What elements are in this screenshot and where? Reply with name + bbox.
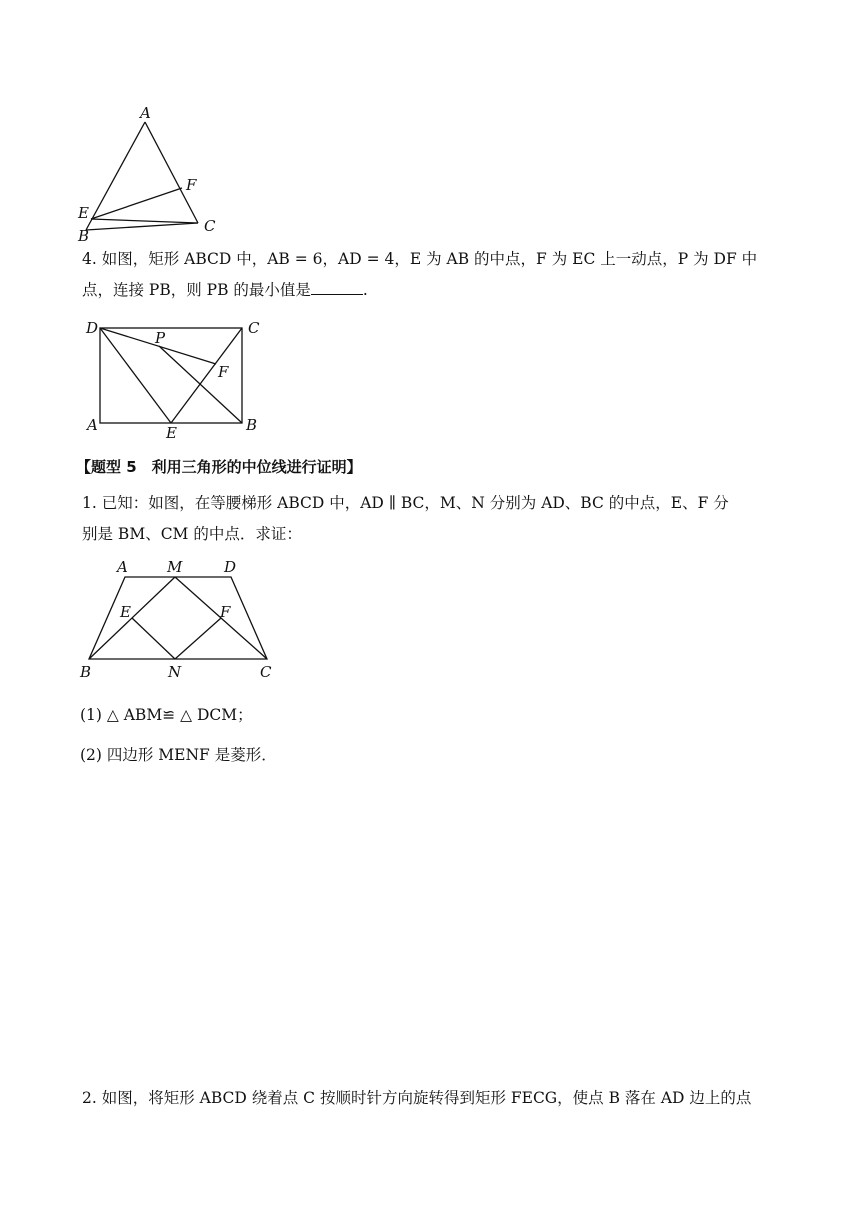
problem-4-line-2 [82, 275, 782, 306]
problem-5-1-line-2: 别是 BM、CM 的中点．求证： [82, 525, 302, 543]
triangle-diagram [70, 100, 230, 245]
problem-4-line-2-text: 点，连接 PB，则 PB 的最小值是 [82, 281, 311, 299]
problem-5-1-line-1: 1. 已知：如图，在等腰梯形 ABCD 中，AD ∥ BC，M、N 分别为 AD、BC 的中点，E、F 分 [82, 494, 729, 512]
label-p: P [155, 329, 166, 347]
problem-5-2-line-1: 2. 如图，将矩形 ABCD 绕着点 C 按顺时针方向旋转得到矩形 FECG，使点 B 落在 AD 边上的点 [82, 1089, 752, 1107]
label-f: F [186, 176, 197, 194]
answer-blank [311, 280, 363, 295]
proof-part-2: (2) 四边形 MENF 是菱形． [80, 746, 277, 764]
label-a: A [140, 104, 151, 122]
label-m: M [167, 558, 183, 576]
label-e: E [166, 424, 177, 442]
figure-trapezoid [76, 556, 286, 686]
proof-part-1: (1) △ ABM≌ △ DCM； [80, 706, 253, 724]
figure-triangle [70, 100, 230, 245]
rectangle-diagram [84, 318, 264, 443]
label-b: B [80, 663, 92, 681]
label-c: C [204, 217, 216, 235]
label-c: C [260, 663, 272, 681]
label-b: B [246, 416, 258, 434]
label-a: A [87, 416, 98, 434]
label-n: N [168, 663, 182, 681]
problem-4-line-1: 4. 如图，矩形 ABCD 中，AB = 6，AD = 4，E 为 AB 的中点，F 为 EC 上一动点，P 为 DF 中 [82, 250, 758, 268]
figure-rectangle [84, 318, 264, 443]
label-e: E [78, 204, 89, 222]
label-c: C [248, 319, 260, 337]
section-heading: 【题型 5 利用三角形的中位线进行证明】 [76, 458, 362, 476]
label-b: B [78, 227, 90, 245]
label-f: F [220, 603, 231, 621]
label-e: E [120, 603, 131, 621]
label-a: A [117, 558, 128, 576]
label-d: D [224, 558, 237, 576]
label-f: F [218, 363, 229, 381]
label-d: D [86, 319, 99, 337]
trapezoid-diagram [76, 556, 286, 686]
problem-4-line-2-end: . [362, 281, 368, 299]
